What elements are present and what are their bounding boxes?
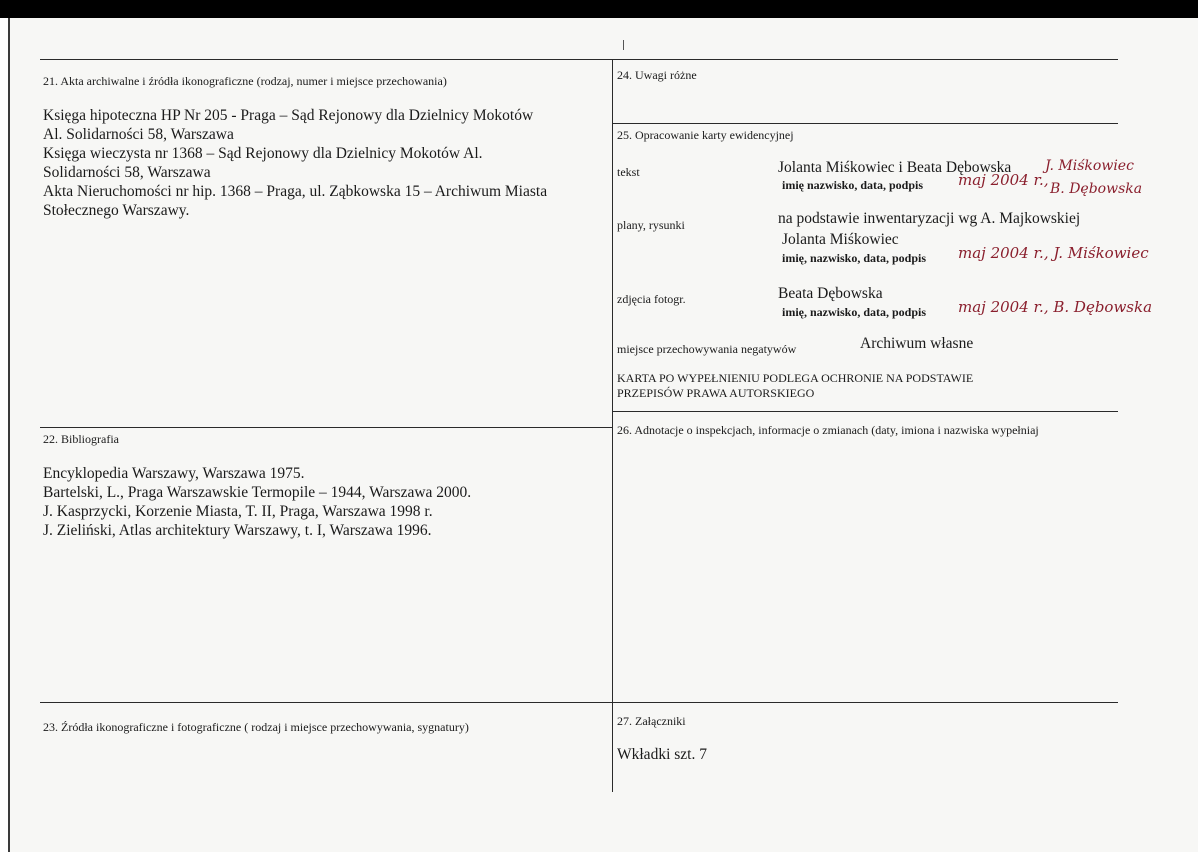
- negatives-location: Archiwum własne: [860, 335, 974, 352]
- rule-right-24-25: [612, 123, 1118, 124]
- section-25-label: 25. Opracowanie karty ewidencyjnej: [617, 128, 794, 142]
- bibliography-item: J. Zieliński, Atlas architektury Warszawy, t. I, Warszawa 1996.: [43, 522, 432, 539]
- tekst-signature-1: J. Miśkowiec: [1045, 158, 1134, 174]
- rule-right-26-27: [612, 702, 1118, 703]
- tekst-caption: imię nazwisko, data, podpis: [782, 178, 924, 192]
- copyright-line: PRZEPISÓW PRAWA AUTORSKIEGO: [617, 386, 815, 400]
- section-23-label: 23. Źródła ikonograficzne i fotograficzne ( rodzaj i miejsce przechowywania, sygnatury): [43, 720, 469, 734]
- archive-line: Księga wieczysta nr 1368 – Sąd Rejonowy dla Dzielnicy Mokotów Al.: [43, 145, 483, 162]
- bibliography-list: [43, 464, 471, 540]
- archive-line: Al. Solidarności 58, Warszawa: [43, 126, 234, 143]
- zdjecia-author: Beata Dębowska: [778, 285, 883, 302]
- section-22-label: 22. Bibliografia: [43, 432, 119, 446]
- attachments-value: Wkładki szt. 7: [617, 746, 707, 763]
- archive-line: Solidarności 58, Warszawa: [43, 164, 211, 181]
- top-rule: [40, 59, 1118, 60]
- zdjecia-label: zdjęcia fotogr.: [617, 292, 686, 306]
- archive-line: Stołecznego Warszawy.: [43, 202, 190, 219]
- copyright-line: KARTA PO WYPEŁNIENIU PODLEGA OCHRONIE NA PODSTAWIE: [617, 371, 974, 385]
- plany-caption: imię, nazwisko, data, podpis: [782, 251, 927, 265]
- column-divider: [612, 59, 613, 792]
- document-page: [8, 18, 1198, 852]
- bibliography-item: Bartelski, L., Praga Warszawskie Termopile – 1944, Warszawa 2000.: [43, 484, 472, 501]
- archive-line: Księga hipoteczna HP Nr 205 - Praga – Sąd Rejonowy dla Dzielnicy Mokotów: [43, 107, 534, 124]
- plany-label: plany, rysunki: [617, 218, 685, 232]
- bibliography-item: Encyklopedia Warszawy, Warszawa 1975.: [43, 465, 305, 482]
- fold-mark: [623, 40, 624, 50]
- section-21-label: 21. Akta archiwalne i źródła ikonograficzne (rodzaj, numer i miejsce przechowania): [43, 74, 447, 88]
- section-24-label: 24. Uwagi różne: [617, 68, 697, 82]
- tekst-label: tekst: [617, 165, 640, 179]
- plany-signature: maj 2004 r., J. Miśkowiec: [958, 244, 1149, 262]
- rule-right-25-26: [612, 411, 1118, 412]
- section-27-label: 27. Załączniki: [617, 714, 686, 728]
- section-26-label: 26. Adnotacje o inspekcjach, informacje o zmianach (daty, imiona i nazwiska wypełniaj: [617, 423, 1039, 437]
- tekst-signature-date: maj 2004 r.,: [958, 171, 1049, 189]
- scan-top-border: [0, 0, 1198, 18]
- section-21-text: [43, 106, 547, 220]
- negatives-label: miejsce przechowywania negatywów: [617, 342, 797, 356]
- zdjecia-caption: imię, nazwisko, data, podpis: [782, 305, 927, 319]
- bibliography-item: J. Kasprzycki, Korzenie Miasta, T. II, Praga, Warszawa 1998 r.: [43, 503, 433, 520]
- archive-line: Akta Nieruchomości nr hip. 1368 – Praga, ul. Ząbkowska 15 – Archiwum Miasta: [43, 183, 548, 200]
- plany-author: Jolanta Miśkowiec: [782, 231, 899, 248]
- tekst-authors: Jolanta Miśkowiec i Beata Dębowska: [778, 159, 1012, 176]
- tekst-signature-2: B. Dębowska: [1050, 181, 1143, 197]
- rule-left-22-23: [40, 702, 612, 703]
- rule-left-21-22: [40, 427, 612, 428]
- copyright-notice: [617, 371, 973, 401]
- zdjecia-signature: maj 2004 r., B. Dębowska: [958, 298, 1153, 316]
- plany-basis: na podstawie inwentaryzacji wg A. Majkowskiej: [778, 210, 1081, 227]
